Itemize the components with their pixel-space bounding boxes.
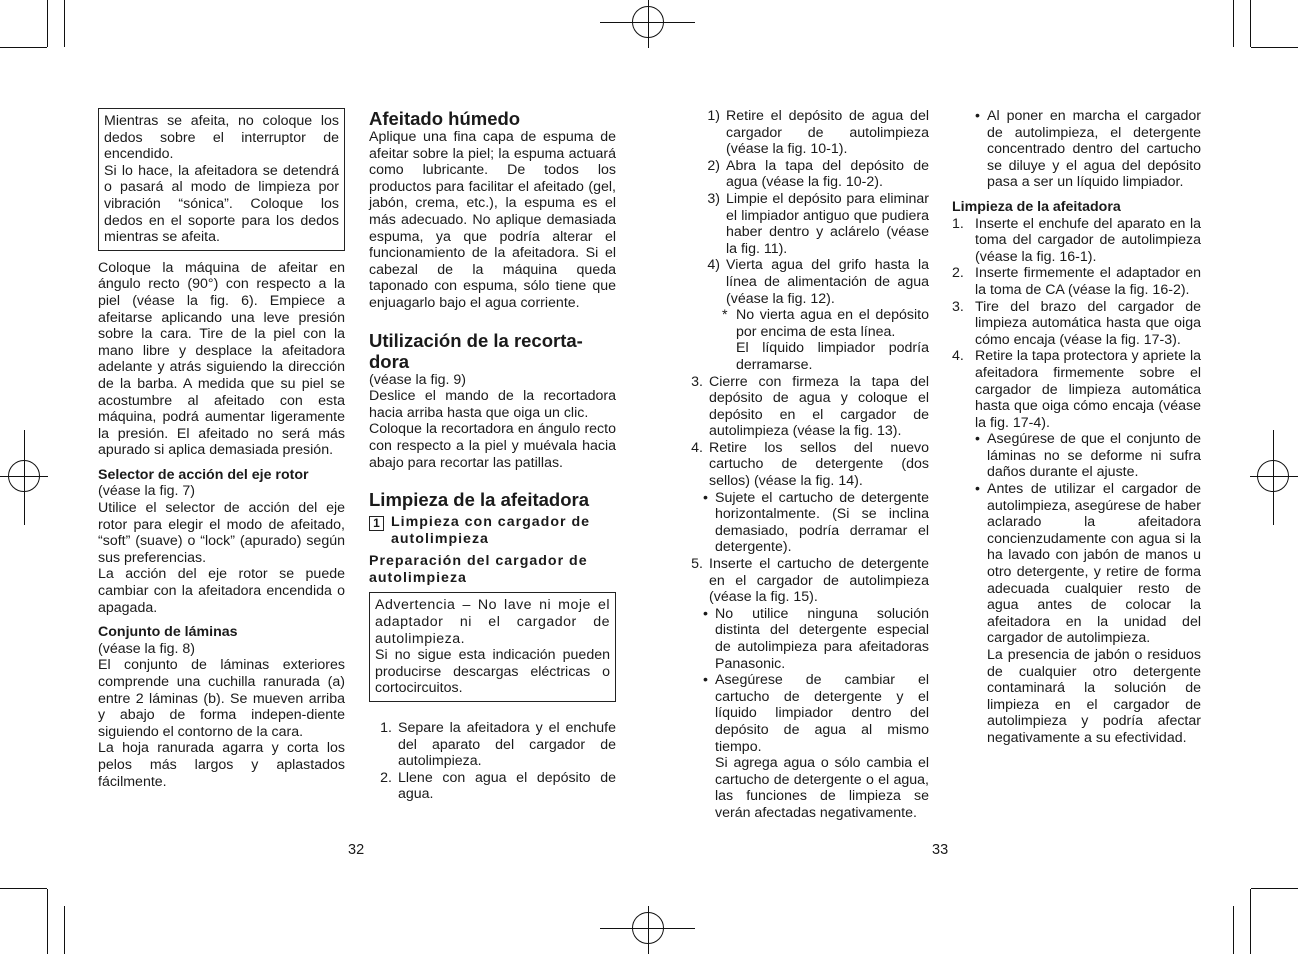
fig-ref: (véase la fig. 7) [98, 483, 195, 500]
list-text: Cierre con firmeza la tapa del depósito de agua y coloque el depósito en el cargador de autolimpieza (véase la fig. 13). [709, 373, 929, 440]
paragraph: Utilice el selector de acción del eje rotor para elegir el modo de afeitado, “soft” (suave) o “lock” (apurado) según sus preferencias. [98, 500, 345, 566]
list-item [680, 440, 929, 490]
list-item [952, 299, 1201, 349]
bullet-item [952, 431, 1201, 481]
list-item [952, 265, 1201, 298]
bullet: • [703, 489, 708, 506]
list-number: 4. [691, 439, 703, 456]
list-text: Inserte el cartucho de detergente en el cargador de autolimpieza (véase la fig. 15). [709, 556, 929, 606]
list-number: 1. [952, 215, 964, 232]
section-heading: Afeitado húmedo [369, 108, 521, 129]
list-item [680, 191, 929, 257]
section-number: 1 [369, 516, 384, 531]
section-heading: Utilización de la recorta-dora [369, 329, 583, 372]
list-item [680, 556, 929, 606]
column-1 [98, 108, 345, 790]
bullet-text: La presencia de jabón o residuos de cualquier otro detergente contaminará la solución de limpieza en el cargador de autolimpieza y podría afectar negativamente a su efectividad. [987, 647, 1201, 746]
list-text: Limpie el depósito para eliminar el limpiador antiguo que pudiera haber dentro y aclárelo (véase la fig. 11). [726, 190, 929, 257]
list-number: 2. [380, 769, 392, 786]
list-item [952, 348, 1201, 431]
list-number: 4) [707, 257, 720, 274]
bullet-text: Si agrega agua o sólo cambia el cartucho de detergente o el agua, las funciones de limpieza se verán afectadas negativamente. [715, 755, 929, 821]
note-text: El líquido limpiador podría derramarse. [736, 340, 929, 373]
list-text: Retire la tapa protectora y apriete la afeitadora firmemente sobre el cargador de limpieza automática hasta que oiga cómo encaja (véase la fig. 17-4). [975, 348, 1201, 431]
list-item [680, 257, 929, 307]
list-number: 3. [952, 298, 964, 315]
fig-ref: (véase la fig. 9) [369, 371, 466, 388]
warning-text: Si lo hace, la afeitadora se detendrá o pasará al modo de limpieza por vibración “sónica”. Coloque los dedos en el soporte para los dedos mientras se afeita. [104, 162, 339, 246]
bullet-item [952, 108, 1201, 191]
note-item [680, 307, 929, 373]
column-2 [369, 108, 616, 803]
advert-text: Si no sigue esta indicación pueden producirse descargas eléctricas o cortocircuitos. [375, 647, 610, 697]
selector-heading: Selector de acción del eje rotor [98, 466, 309, 483]
bullet: • [703, 672, 708, 689]
list-text: Llene con agua el depósito de agua. [398, 769, 616, 803]
list-item [680, 374, 929, 440]
bullet-text: Antes de utilizar el cargador de autolimpieza, asegúrese de haber aclarado la afeitadora concienzudamente con agua si la ha lavado con jabón de manos u otro detergente, y retire de forma adecuada cualquier resto de agua antes de colocar la afeitadora en la unidad del cargador de autolimpieza. [987, 481, 1201, 647]
note-text: No vierta agua en el depósito por encima de esta línea. [736, 307, 929, 340]
paragraph: La hoja ranurada agarra y corta los pelos más largos y aplastados fácilmente. [98, 740, 345, 790]
list-text: Retire el depósito de agua del cargador de autolimpieza (véase la fig. 10-1). [726, 108, 929, 158]
warning-box [98, 108, 345, 251]
list-number: 1. [380, 720, 392, 737]
clean-heading: Limpieza de la afeitadora [952, 198, 1121, 215]
paragraph: Aplique una fina capa de espuma de afeitar sobre la piel; la espuma actuará como lubricante. De todos los productos para facilitar el afeitado (gel, jabón, crema, etc.), la espuma es el más adecuado. No aplique demasiada espuma, ya que podría alterar el funcionamiento de la afeitadora. Si el cabezal de la máquina queda taponado con espuma, sólo tiene que enjuagarlo bajo el agua corriente. [369, 129, 616, 311]
paragraph: La acción del eje rotor se puede cambiar con la afeitadora encendida o apagada. [98, 566, 345, 616]
bullet-item [952, 481, 1201, 747]
paragraph: Deslice el mando de la recortadora hacia arriba hasta que oiga un clic. [369, 388, 616, 421]
list-item [369, 720, 616, 770]
page-number-left: 32 [348, 842, 365, 858]
list-text: Inserte el enchufe del aparato en la toma del cargador de autolimpieza (véase la fig. 16-1). [975, 215, 1201, 265]
list-item [680, 158, 929, 191]
fig-ref: (véase la fig. 8) [98, 640, 195, 657]
list-number: 3. [691, 373, 703, 390]
bullet-item [680, 490, 929, 556]
bullet-item [680, 606, 929, 672]
list-item [952, 216, 1201, 266]
bullet-text: Asegúrese de cambiar el cartucho de detergente y el líquido limpiador dentro del depósito de agua al mismo tiempo. [715, 672, 929, 755]
list-number: 2) [707, 157, 720, 174]
list-item [680, 108, 929, 158]
bullet: • [975, 481, 980, 498]
list-text: Tire del brazo del cargador de limpieza automática hasta que oiga cómo encaja (véase la fig. 17-3). [975, 298, 1201, 348]
page-number-right: 33 [932, 842, 949, 858]
laminas-heading: Conjunto de láminas [98, 624, 238, 641]
bullet-text: Al poner en marcha el cargador de autolimpieza, el detergente concentrado dentro del cartucho se diluye y el agua del depósito pasa a ser un líquido limpiador. [987, 108, 1201, 191]
list-text: Retire los sellos del nuevo cartucho de detergente (dos sellos) (véase la fig. 14). [709, 439, 929, 490]
column-3 [680, 108, 929, 822]
bullet: • [975, 431, 980, 448]
bullet-item [680, 672, 929, 821]
bullet: • [975, 108, 980, 124]
bullet-text: Asegúrese de que el conjunto de láminas no se deforme ni sufra daños durante el ajuste. [987, 431, 1201, 481]
advert-text: Advertencia – No lave ni moje el adaptador ni el cargador de autolimpieza. [375, 597, 610, 647]
list-text: Inserte firmemente el adaptador en la toma de CA (véase la fig. 16-2). [975, 265, 1201, 298]
asterisk: * [722, 307, 728, 324]
list-number: 3) [707, 190, 720, 207]
column-4 [952, 108, 1201, 747]
list-number: 2. [952, 265, 964, 282]
list-text: Separe la afeitadora y el enchufe del aparato del cargador de autolimpieza. [398, 720, 616, 770]
bullet-text: Sujete el cartucho de detergente horizontalmente. (Si se inclina demasiado, podría derramar el detergente). [715, 489, 929, 556]
list-item [369, 770, 616, 803]
list-text: Abra la tapa del depósito de agua (véase la fig. 10-2). [726, 157, 929, 191]
subsection-title [369, 514, 616, 547]
bullet-text: No utilice ninguna solución distinta del detergente especial de autolimpieza para afeitadoras Panasonic. [715, 605, 929, 672]
paragraph: Coloque la recortadora en ángulo recto con respecto a la piel y muévala hacia abajo para recortar las patillas. [369, 421, 616, 471]
list-number: 1) [707, 108, 720, 124]
prep-heading: Preparación del cargador de autolimpieza [369, 553, 588, 586]
subsection-text: Limpieza con cargador de autolimpieza [391, 514, 591, 547]
bullet: • [703, 605, 708, 622]
list-number: 4. [952, 348, 964, 365]
list-text: Vierta agua del grifo hasta la línea de alimentación de agua (véase la fig. 12). [726, 257, 929, 307]
intro-paragraph: Coloque la máquina de afeitar en ángulo recto (90°) con respecto a la piel (véase la fig. 6). Empiece a afeitarse aplicando una leve presión sobre la cara. Tire de la piel con la mano libre y desplace la afeitadora adelante y atrás siguiendo la dirección de la barba. A medida que su piel se acostumbre al afeitado con esta máquina, podrá aumentar ligeramente la presión. El afeitado no será más apurado si aplica demasiada presión. [98, 259, 345, 459]
section-heading: Limpieza de la afeitadora [369, 489, 590, 511]
list-number: 5. [691, 556, 703, 573]
warning-text: Mientras se afeita, no coloque los dedos sobre el interruptor de encendido. [104, 113, 339, 163]
paragraph: El conjunto de láminas exteriores comprende una cuchilla ranurada (a) entre 2 láminas (b). Se mueven arriba y abajo de forma indepen-diente siguiendo el contorno de la cara. [98, 657, 345, 740]
advert-box [369, 592, 616, 702]
